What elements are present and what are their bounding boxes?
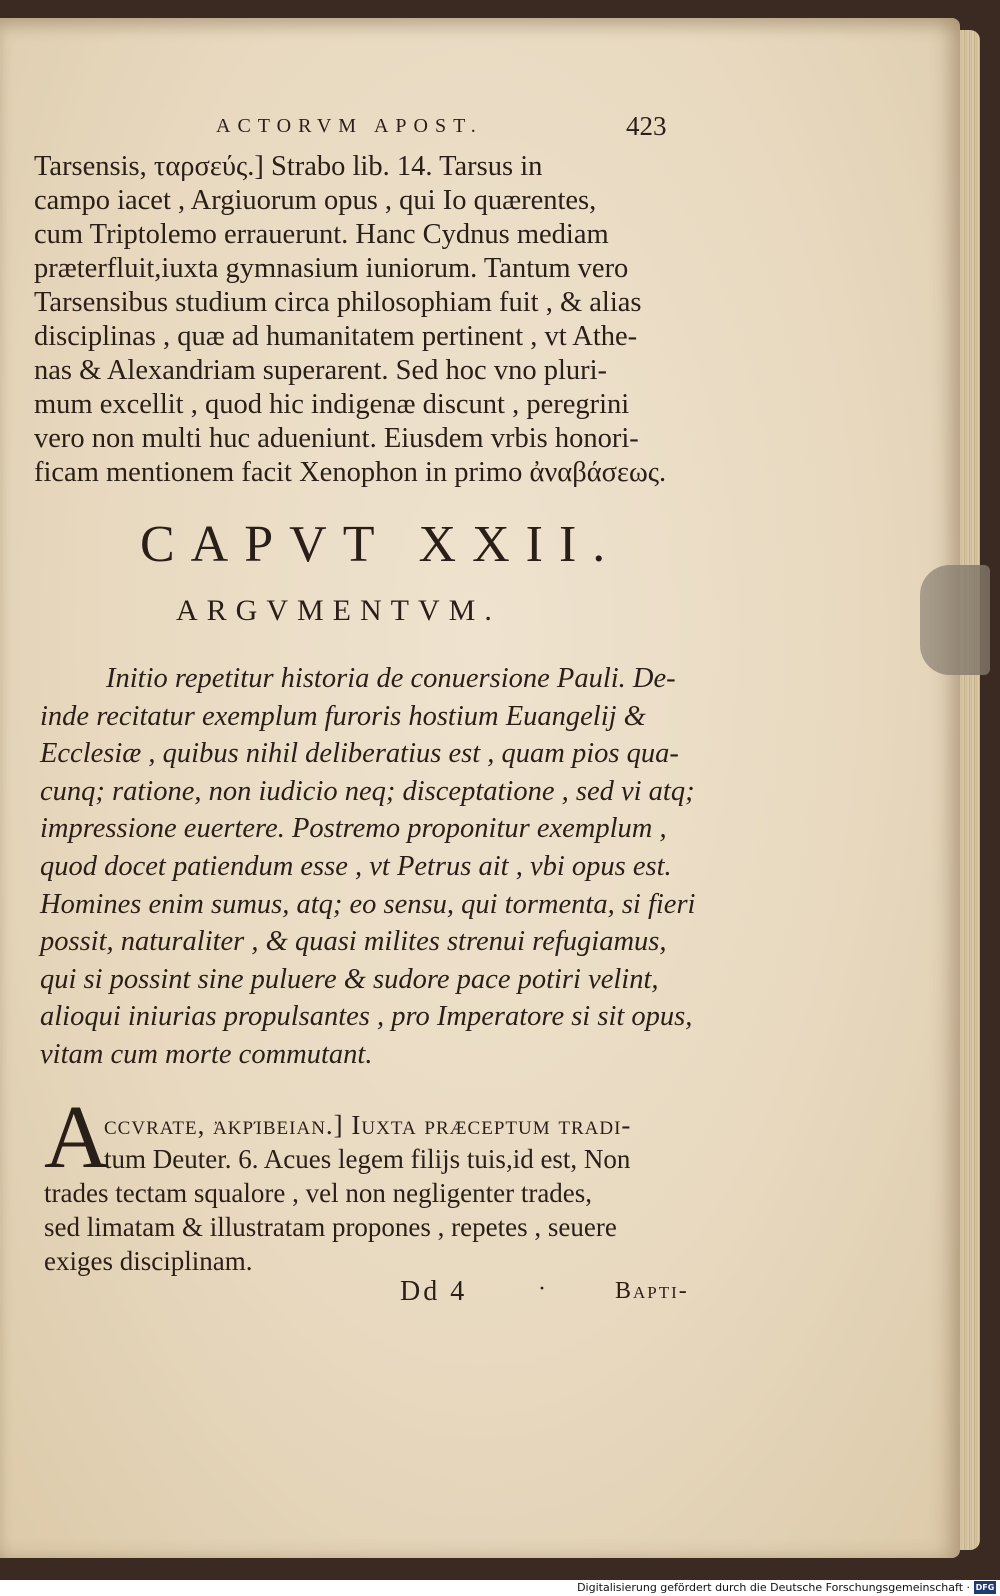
argument-line: impressione euertere. Postremo proponitur exemplum , [40, 813, 667, 845]
chapter-title: CAPVT XXII. [140, 516, 622, 573]
argument-line: inde recitatur exemplum furoris hostium Euangelij & [40, 700, 646, 732]
argument-paragraph [40, 660, 720, 1074]
paragraph-line: vero non multi huc adueniunt. Eiusdem vrbis honori- [34, 423, 639, 454]
argument-line: Initio repetitur historia de conuersione Pauli. De- [106, 663, 676, 694]
paragraph-line: sed limatam & illustratam propones , repetes , seuere [44, 1212, 617, 1242]
argument-line: vitam cum morte commutant. [40, 1038, 373, 1070]
paragraph-line: cum Triptolemo errauerunt. Hanc Cydnus mediam [34, 219, 609, 250]
paragraph-line: disciplinas , quæ ad humanitatem pertinent , vt Athe- [34, 321, 638, 352]
footer-credit: Digitalisierung gefördert durch die Deutsche Forschungsgemeinschaft · [577, 1581, 970, 1594]
signature-dot: · [538, 1276, 546, 1302]
dfg-logo-icon: DFG [975, 1583, 995, 1592]
signature-mark: Dd 4 [400, 1276, 468, 1307]
paragraph-line: Tarsensis, ταρσεύς.] Strabo lib. 14. Tarsus in [34, 151, 543, 182]
argument-line: qui si possint sine puluere & sudore pace potiri velint, [40, 963, 659, 995]
argument-line: Ecclesiæ , quibus nihil deliberatius est , quam pios qua- [40, 738, 679, 770]
argument-title: ARGVMENTVM. [176, 594, 501, 627]
argument-line: possit, naturaliter , & quasi milites strenui refugiamus, [40, 926, 667, 958]
catchword: Bapti- [615, 1278, 689, 1304]
argument-line: Homines enim sumus, atq; eo sensu, qui tormenta, si fieri [40, 888, 696, 920]
paragraph-line: nas & Alexandriam superarent. Sed hoc vno pluri- [34, 355, 608, 386]
argument-line: cunq; ratione, non iudicio neq; disceptatione , sed vi atq; [40, 775, 695, 807]
paragraph-line: campo iacet , Argiuorum opus , qui Io quærentes, [34, 185, 597, 216]
drop-cap: A [44, 1088, 109, 1187]
argument-line: alioqui iniurias propulsantes , pro Imperatore si sit opus, [40, 1001, 693, 1033]
paragraph-line: præterfluit,iuxta gymnasium iuniorum. Tantum vero [34, 253, 629, 284]
paragraph-line: mum excellit , quod hic indigenæ discunt , peregrini [34, 389, 630, 420]
paragraph-line: ccvrate, ἀκρίβειαν.] Iuxta præceptum tradi- [104, 1110, 632, 1140]
tarsensis-paragraph [34, 150, 714, 490]
paragraph-line: Tarsensibus studium circa philosophiam fuit , & alias [34, 287, 642, 318]
running-head: ACTORVM APOST. [216, 115, 483, 137]
accurate-paragraph [44, 1108, 724, 1278]
bookmark-clip [920, 565, 990, 675]
page-number: 423 [626, 111, 667, 141]
argument-line: quod docet patiendum esse , vt Petrus ait , vbi opus est. [40, 850, 672, 882]
paragraph-line: tum Deuter. 6. Acues legem filijs tuis,id est, Non [104, 1144, 631, 1174]
paragraph-line: ficam mentionem facit Xenophon in primo ἀναβάσεως. [34, 457, 667, 488]
paragraph-line: trades tectam squalore , vel non negligenter trades, [44, 1178, 593, 1208]
paragraph-line: exiges disciplinam. [44, 1246, 253, 1276]
